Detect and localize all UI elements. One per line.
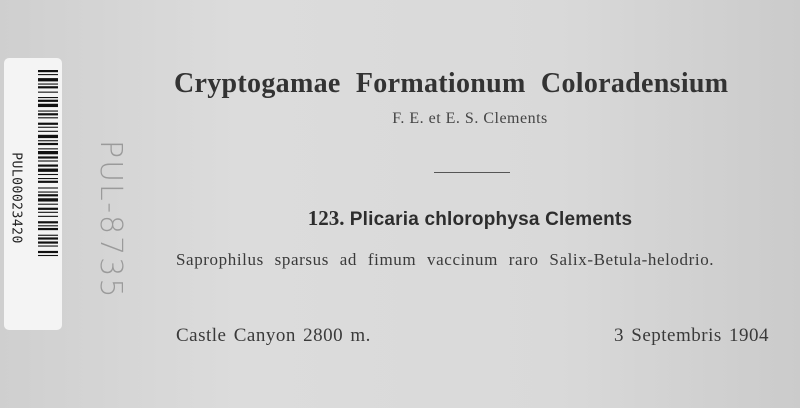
barcode-bar — [38, 160, 58, 161]
handwritten-accession-number: PUL-8735 — [93, 140, 128, 300]
barcode-bar — [38, 143, 58, 145]
barcode-bar — [38, 84, 58, 85]
barcode-bar — [38, 92, 58, 93]
barcode-number: PUL00023420 — [8, 152, 24, 244]
habitat-description: Saprophilus sparsus ad fimum vaccinum raro Salix-Betula-helodrio. — [176, 250, 715, 269]
barcode-bar — [38, 97, 58, 98]
barcode-bar — [38, 235, 58, 236]
barcode-bar — [38, 104, 58, 107]
barcode-bar — [38, 165, 58, 167]
barcode-bar — [38, 148, 58, 149]
barcode-bar — [38, 74, 58, 75]
barcode-bar — [38, 237, 58, 239]
barcode-bar — [38, 86, 58, 88]
barcode-icon — [38, 70, 58, 318]
barcode-bar — [38, 192, 58, 193]
divider-line — [434, 172, 510, 173]
species-heading — [0, 206, 800, 231]
collector-names: F. E. et E. S. Clements — [392, 110, 548, 127]
barcode-bar — [38, 241, 58, 243]
specimen-number: 123. — [307, 206, 345, 230]
barcode-bar — [38, 156, 58, 158]
barcode-bar — [38, 255, 58, 256]
barcode-bar — [38, 169, 58, 172]
barcode-bar — [38, 140, 58, 141]
barcode-bar — [38, 204, 58, 205]
barcode-bar — [38, 178, 58, 179]
species-name: Plicaria chlorophysa Clements — [349, 209, 633, 230]
barcode-bar — [38, 246, 58, 247]
barcode-bar — [38, 187, 58, 188]
barcode-bar — [38, 131, 58, 132]
barcode-bar — [38, 135, 58, 138]
collection-date: 3 Septembris 1904 — [614, 325, 769, 346]
barcode-bar — [38, 151, 58, 154]
collection-title: Cryptogamae Formationum Coloradensium — [174, 68, 729, 99]
barcode-bar — [38, 100, 58, 102]
barcode-bar — [38, 198, 58, 201]
barcode-bar — [38, 251, 58, 253]
barcode-sticker — [4, 58, 62, 330]
barcode-bar — [38, 181, 58, 183]
barcode-bar — [38, 70, 58, 72]
barcode-bar — [38, 194, 58, 196]
barcode-bar — [38, 78, 58, 81]
barcode-bar — [38, 174, 58, 175]
collection-locality: Castle Canyon 2800 m. — [176, 325, 371, 346]
